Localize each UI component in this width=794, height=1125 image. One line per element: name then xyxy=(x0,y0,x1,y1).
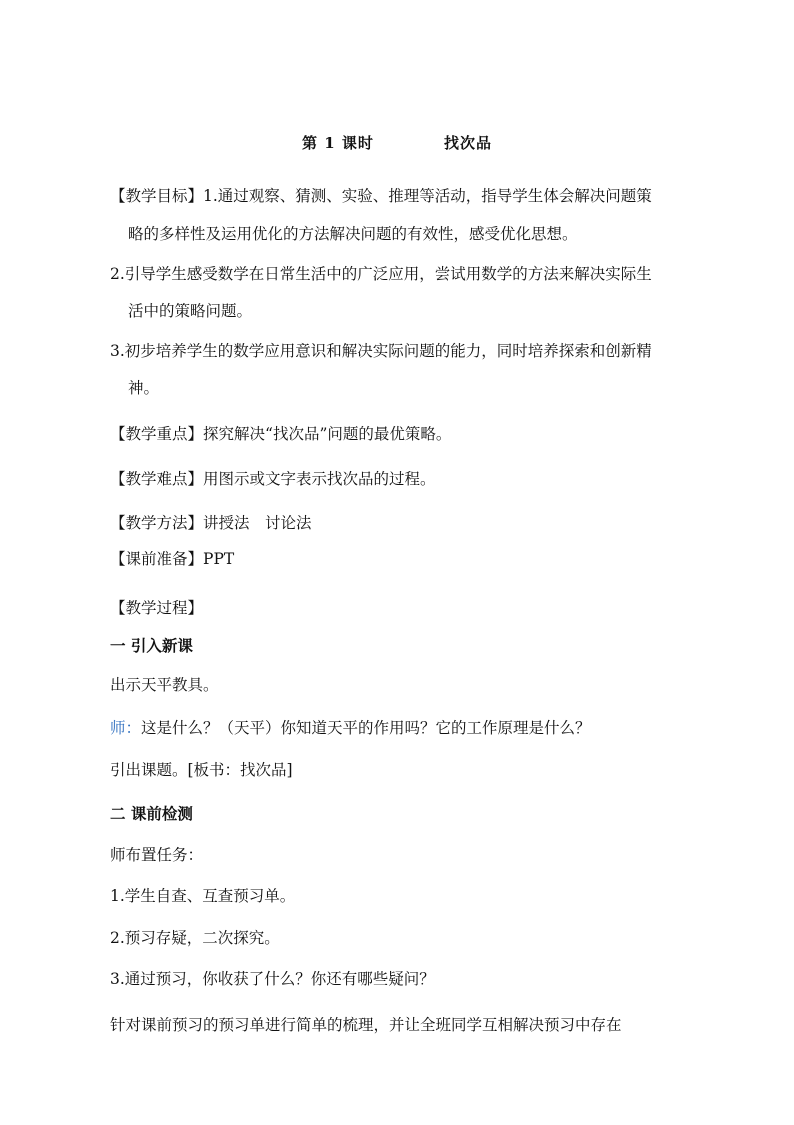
preparation xyxy=(110,549,710,569)
lesson-number: 第 1 课时 xyxy=(302,134,374,152)
objectives-label: 【教学目标】 xyxy=(110,187,204,205)
objectives-line-3-cont: 神。 xyxy=(128,379,160,397)
section1-paragraph-1: 出示天平教具。 xyxy=(110,676,219,694)
lesson-topic: 找次品 xyxy=(443,134,492,152)
objectives-line-1: 【教学目标】1.通过观察、猜测、实验、推理等活动，指导学生体会解决问题策 xyxy=(110,187,652,205)
section2-item-1: 1.学生自查、互查预习单。 xyxy=(110,887,296,905)
preparation-text: PPT xyxy=(203,550,235,568)
key-point xyxy=(110,424,710,444)
objectives-line-2: 2.引导学生感受数学在日常生活中的广泛应用，尝试用数学的方法来解决实际生 xyxy=(110,265,652,283)
objectives-line-2-cont: 活中的策略问题。 xyxy=(128,302,253,320)
section2-paragraph-1: 师布置任务： xyxy=(110,846,204,864)
section1-paragraph-3: 引出课题。[板书：找次品] xyxy=(110,761,293,779)
method-label: 【教学方法】 xyxy=(110,514,204,532)
objectives-line-1-cont: 略的多样性及运用优化的方法解决问题的有效性，感受优化思想。 xyxy=(128,225,578,243)
objectives-line-3: 3.初步培养学生的数学应用意识和解决实际问题的能力，同时培养探索和创新精 xyxy=(110,342,652,360)
section1-heading: 一 引入新课 xyxy=(110,636,193,655)
section2-paragraph-last: 针对课前预习的预习单进行简单的梳理，并让全班同学互相解决预习中存在 xyxy=(110,1016,622,1034)
method-text: 讲授法 讨论法 xyxy=(203,514,312,532)
difficulty-text: 用图示或文字表示找次品的过程。 xyxy=(203,470,436,488)
section2-item-2: 2.预习存疑，二次探究。 xyxy=(110,929,280,947)
key-point-label: 【教学重点】 xyxy=(110,425,204,443)
section1-teacher-line xyxy=(110,718,710,738)
section2-item-3: 3.通过预习，你收获了什么？你还有哪些疑问？ xyxy=(110,970,435,988)
key-point-text: 探究解决“找次品”问题的最优策略。 xyxy=(203,425,452,443)
teacher-text: 这是什么？（天平）你知道天平的作用吗？它的工作原理是什么？ xyxy=(141,719,591,737)
section2-heading: 二 课前检测 xyxy=(110,804,193,823)
process-label: 【教学过程】 xyxy=(110,599,204,617)
method xyxy=(110,513,710,533)
difficulty-label: 【教学难点】 xyxy=(110,470,204,488)
difficulty xyxy=(110,469,710,489)
lesson-title xyxy=(0,132,794,153)
teacher-label: 师： xyxy=(110,719,142,737)
preparation-label: 【课前准备】 xyxy=(110,550,204,568)
